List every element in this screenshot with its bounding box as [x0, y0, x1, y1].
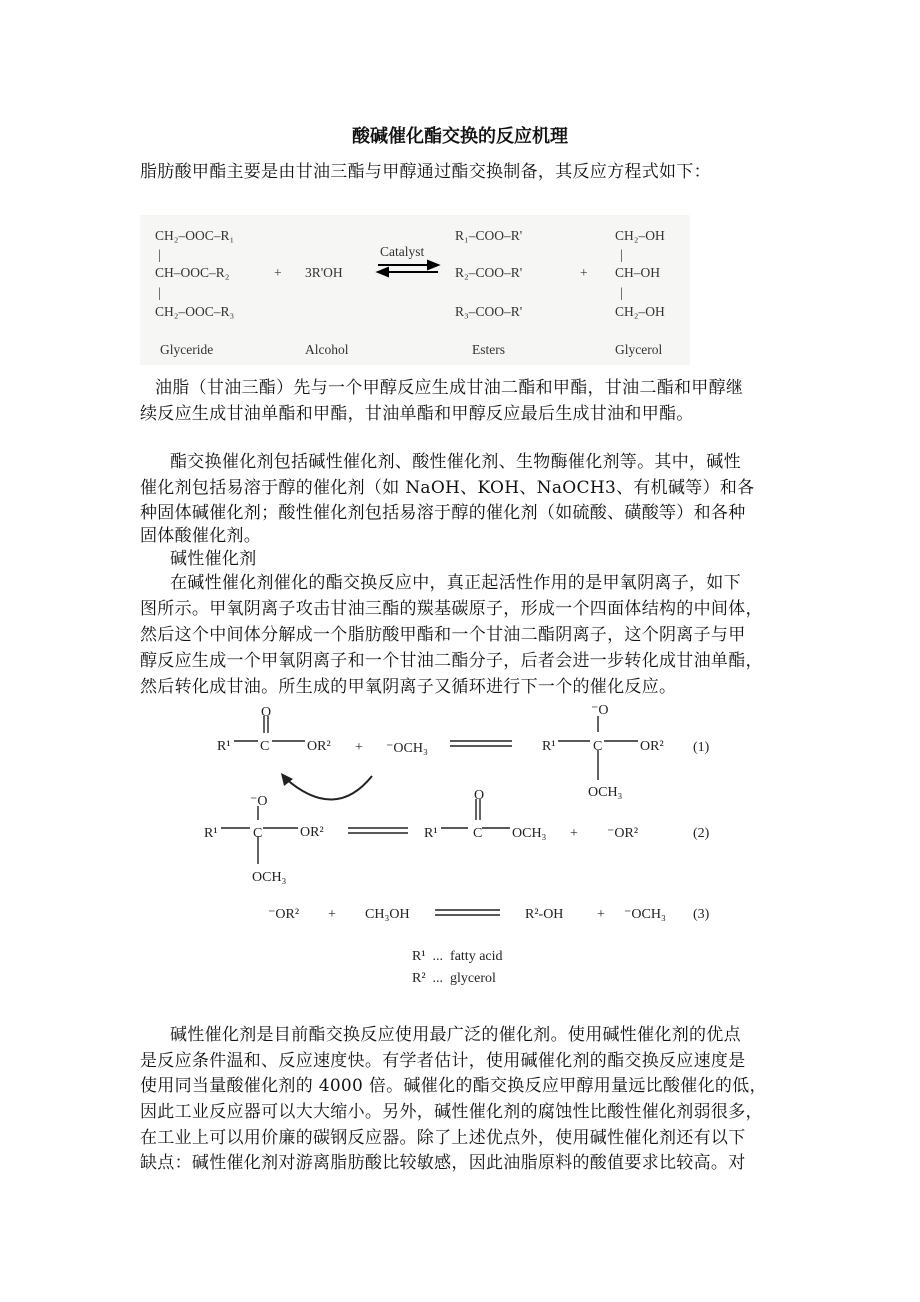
label-esters: Esters [472, 342, 505, 357]
legend-r2: R² ... glycerol [412, 971, 496, 986]
r1-group: R¹ [542, 739, 556, 754]
plus-sign: + [274, 265, 282, 280]
paragraph-line: 然后这个中间体分解成一个脂肪酸甲酯和一个甘油二酯阴离子，这个阴离子与甲 [140, 625, 746, 645]
curved-attack-arrow-icon [285, 776, 372, 800]
oxide-anion: ⁻O [591, 703, 609, 718]
bond: | [158, 285, 161, 300]
paragraph-line: 催化剂包括易溶于醇的催化剂（如 NaOH、KOH、NaOCH3、有机碱等）和各 [140, 478, 755, 498]
alkoxide: ⁻OR² [607, 826, 639, 841]
r1-group: R¹ [204, 826, 218, 841]
bond-lines [221, 716, 638, 864]
plus-sign: + [355, 740, 363, 755]
glyceride-row: CH₂–OOC–R₃ [155, 304, 235, 319]
paragraph-line: 在工业上可以用价廉的碳钢反应器。除了上述优点外，使用碱性催化剂还有以下 [140, 1128, 746, 1148]
paragraph-line: 酯交换催化剂包括碱性催化剂、酸性催化剂、生物酶催化剂等。其中，碱性 [170, 452, 741, 472]
paragraph-line: 在碱性催化剂催化的酯交换反应中，真正起活性作用的是甲氧阴离子，如下 [170, 573, 741, 593]
plus-sign: + [580, 265, 588, 280]
paragraph-line: 醇反应生成一个甲氧阴离子和一个甘油二酯分子，后者会进一步转化成甘油单酯， [140, 651, 763, 671]
or2-group: OR² [300, 825, 324, 840]
alkoxide: ⁻OR² [268, 907, 300, 922]
carbon: C [593, 739, 603, 754]
or2-group: OR² [307, 739, 331, 754]
glycerol-row: CH–OH [615, 265, 661, 280]
paragraph-line: 然后转化成甘油。所生成的甲氧阴离子又循环进行下一个的催化反应。 [140, 677, 677, 697]
equation-number: (2) [693, 826, 710, 841]
catalyst-label: Catalyst [380, 244, 425, 259]
paragraph-line: 图所示。甲氧阴离子攻击甘油三酯的羰基碳原子，形成一个四面体结构的中间体， [140, 599, 763, 619]
paragraph-line: 缺点：碱性催化剂对游离脂肪酸比较敏感，因此油脂原料的酸值要求比较高。对 [140, 1153, 746, 1173]
page-title: 酸碱催化酯交换的反应机理 [352, 126, 568, 147]
paragraph-line: 是反应条件温和、反应速度快。有学者估计，使用碱催化剂的酯交换反应速度是 [140, 1051, 746, 1071]
methoxide: ⁻OCH₃ [386, 741, 428, 756]
methoxide: ⁻OCH₃ [624, 907, 666, 922]
paragraph-line: 油脂（甘油三酯）先与一个甲醇反应生成甘油二酯和甲酯，甘油二酯和甲醇继 [155, 378, 744, 398]
oxide-anion: ⁻O [250, 794, 268, 809]
glyceride-row: CH₂–OOC–R₁ [155, 228, 235, 243]
paragraph-line: 种固体碱催化剂；酸性催化剂包括易溶于醇的催化剂（如硫酸、磺酸等）和各种 [140, 503, 746, 523]
ester-row: R₂–COO–R' [455, 265, 523, 280]
bond: | [620, 247, 623, 262]
plus-sign: + [570, 826, 578, 841]
label-alcohol: Alcohol [305, 342, 349, 357]
methanol: CH₃OH [365, 907, 410, 922]
methoxy-group: OCH₃ [588, 785, 623, 800]
intro-text: 脂肪酸甲酯主要是由甘油三酯与甲醇通过酯交换制备，其反应方程式如下： [140, 162, 711, 182]
or2-group: OR² [640, 739, 664, 754]
label-glycerol: Glycerol [615, 342, 663, 357]
alcohol-formula: 3R'OH [305, 265, 343, 280]
oxygen: O [261, 705, 272, 720]
section-heading: 碱性催化剂 [170, 549, 257, 569]
bond: | [158, 247, 161, 262]
carbon: C [260, 739, 270, 754]
carbon: C [473, 826, 483, 841]
glycerol-row: CH₂–OH [615, 228, 665, 243]
paragraph-line: 因此工业反应器可以大大缩小。另外，碱性催化剂的腐蚀性比酸性催化剂弱很多， [140, 1102, 763, 1122]
plus-sign: + [328, 907, 336, 922]
ester-row: R₁–COO–R' [455, 228, 523, 243]
label-glyceride: Glyceride [160, 342, 214, 357]
ester-row: R₃–COO–R' [455, 304, 523, 319]
r1-group: R¹ [424, 826, 438, 841]
carbon: C [253, 826, 263, 841]
methoxy-group: OCH₃ [512, 826, 547, 841]
glyceride-row: CH–OOC–R₂ [155, 265, 230, 280]
paragraph-line: 使用同当量酸催化剂的 4000 倍。碱催化的酯交换反应甲醇用量远比酸催化的低， [140, 1076, 767, 1096]
equation-number: (3) [693, 907, 710, 922]
methoxy-group: OCH₃ [252, 870, 287, 885]
oxygen: O [474, 788, 485, 803]
glycerol-row: CH₂–OH [615, 304, 665, 319]
bond: | [620, 285, 623, 300]
legend-r1: R¹ ... fatty acid [412, 949, 503, 964]
r1-group: R¹ [217, 739, 231, 754]
paragraph-line: 碱性催化剂是目前酯交换反应使用最广泛的催化剂。使用碱性催化剂的优点 [170, 1025, 741, 1045]
equation-number: (1) [693, 740, 710, 755]
paragraph-line: 固体酸催化剂。 [140, 526, 262, 546]
plus-sign: + [597, 907, 605, 922]
glycerol-hydroxyl: R²-OH [525, 907, 564, 922]
paragraph-line: 续反应生成甘油单酯和甲酯，甘油单酯和甲醇反应最后生成甘油和甲酯。 [140, 404, 694, 424]
